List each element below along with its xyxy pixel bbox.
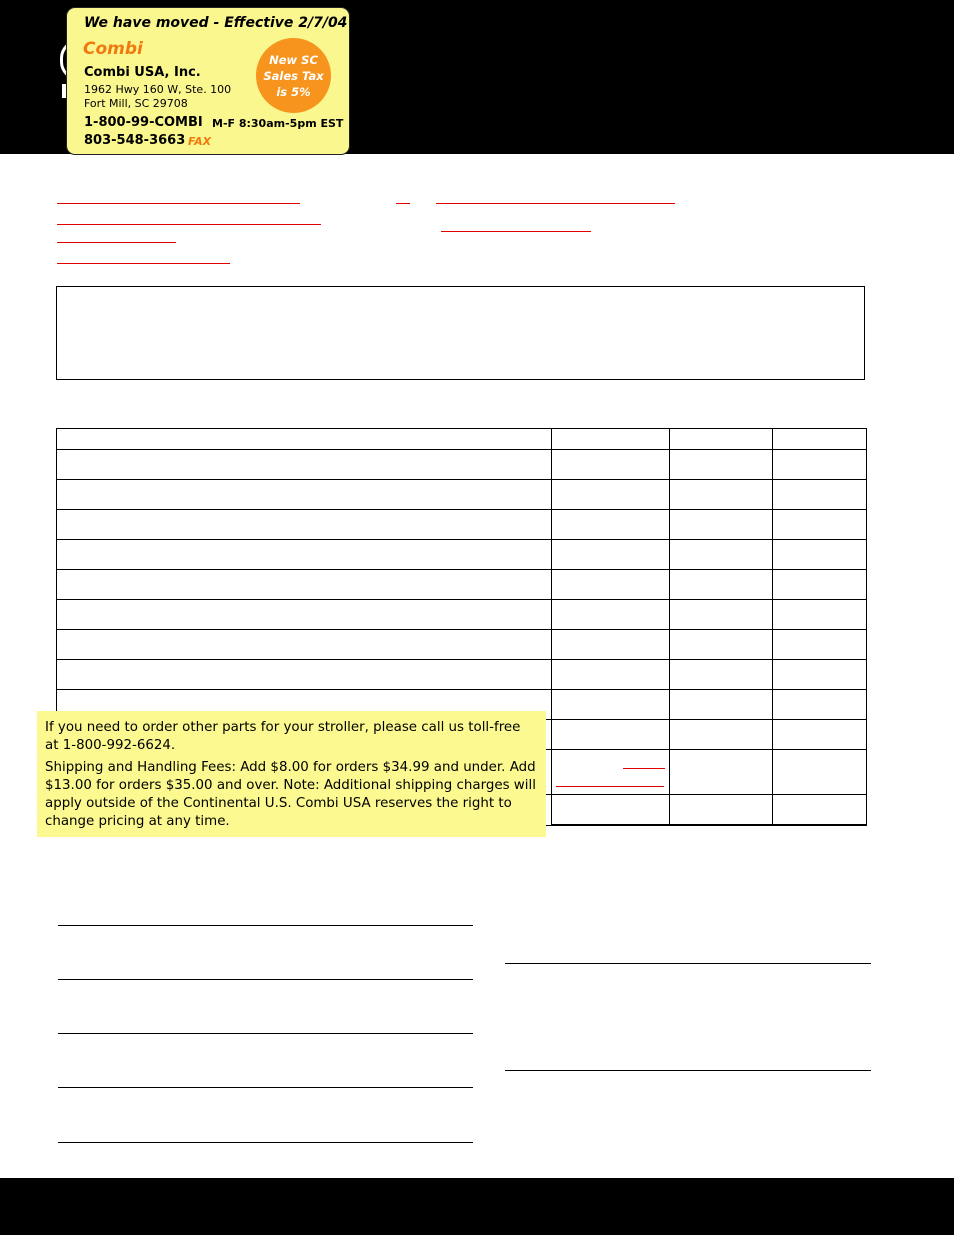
table-row[interactable] (57, 450, 867, 480)
form-line[interactable] (505, 1070, 871, 1071)
table-cell[interactable] (773, 795, 867, 826)
table-row[interactable] (57, 510, 867, 540)
table-cell[interactable] (670, 630, 773, 660)
table-cell[interactable] (552, 570, 670, 600)
form-field-line[interactable] (57, 242, 176, 243)
table-cell[interactable] (552, 510, 670, 540)
table-row[interactable] (57, 600, 867, 630)
form-field-line[interactable] (436, 203, 675, 204)
table-cell[interactable] (773, 720, 867, 750)
table-cell[interactable] (773, 570, 867, 600)
table-cell[interactable] (773, 750, 867, 795)
combi-logo: Combi (83, 39, 143, 59)
table-cell[interactable] (773, 450, 867, 480)
header-cell (773, 429, 867, 450)
table-cell[interactable] (552, 480, 670, 510)
company-name: Combi USA, Inc. (84, 65, 201, 80)
table-cell[interactable] (552, 720, 670, 750)
table-cell[interactable] (773, 540, 867, 570)
table-cell[interactable] (670, 795, 773, 826)
table-row[interactable] (57, 630, 867, 660)
table-row[interactable] (57, 660, 867, 690)
fax-number: 803-548-3663 (84, 133, 186, 148)
table-cell[interactable] (670, 660, 773, 690)
header-cell (670, 429, 773, 450)
table-cell[interactable] (773, 630, 867, 660)
table-cell[interactable] (670, 720, 773, 750)
fax-label: FAX (188, 135, 212, 148)
form-field-line[interactable] (57, 203, 300, 204)
table-cell[interactable] (552, 630, 670, 660)
table-cell[interactable] (57, 600, 552, 630)
form-line[interactable] (58, 1087, 473, 1088)
table-row[interactable] (57, 570, 867, 600)
table-cell[interactable] (552, 660, 670, 690)
table-cell[interactable] (552, 540, 670, 570)
moved-notice (66, 7, 350, 155)
table-cell[interactable] (670, 600, 773, 630)
table-row[interactable] (57, 480, 867, 510)
form-line[interactable] (58, 925, 473, 926)
table-cell[interactable] (670, 750, 773, 795)
table-cell[interactable] (670, 540, 773, 570)
table-cell[interactable] (552, 690, 670, 720)
table-cell[interactable] (773, 600, 867, 630)
table-cell[interactable] (670, 480, 773, 510)
table-cell[interactable] (773, 510, 867, 540)
form-field-line[interactable] (57, 263, 230, 264)
table-cell[interactable] (773, 660, 867, 690)
phone-number: 1-800-99-COMBI (84, 115, 203, 130)
table-cell[interactable] (773, 480, 867, 510)
table-cell[interactable] (670, 570, 773, 600)
table-cell[interactable] (773, 690, 867, 720)
form-field-line[interactable] (441, 231, 591, 232)
form-field-line[interactable] (57, 224, 321, 225)
form-line[interactable] (58, 1033, 473, 1034)
address-line-2: Fort Mill, SC 29708 (84, 97, 188, 110)
shipping-info-box (37, 711, 546, 837)
form-line[interactable] (58, 1142, 473, 1143)
footer-band (0, 1178, 954, 1235)
notice-title: We have moved - Effective 2/7/04 (84, 15, 348, 31)
table-cell[interactable] (57, 510, 552, 540)
table-cell[interactable] (552, 450, 670, 480)
table-cell[interactable] (57, 660, 552, 690)
header-cell (552, 429, 670, 450)
table-cell[interactable] (57, 480, 552, 510)
table-cell[interactable] (670, 690, 773, 720)
table-cell[interactable] (57, 450, 552, 480)
address-line-1: 1962 Hwy 160 W, Ste. 100 (84, 83, 232, 96)
shipping-cell[interactable] (552, 750, 670, 795)
form-line[interactable] (58, 979, 473, 980)
comments-box[interactable] (56, 286, 865, 380)
header-cell (57, 429, 552, 450)
sales-tax-badge: New SC Sales Tax is 5% (256, 38, 331, 113)
table-cell[interactable] (57, 630, 552, 660)
business-hours: M-F 8:30am-5pm EST (212, 117, 344, 130)
shipping-field-line[interactable] (556, 786, 664, 787)
shipping-field-line[interactable] (623, 768, 665, 769)
table-cell[interactable] (552, 795, 670, 826)
table-cell[interactable] (57, 570, 552, 600)
table-header-row (57, 429, 867, 450)
table-cell[interactable] (670, 450, 773, 480)
parts-order-note: If you need to order other parts for your stroller, please call us toll-free at 1-800-992-6624. (45, 720, 521, 753)
table-row[interactable] (57, 540, 867, 570)
table-cell[interactable] (670, 510, 773, 540)
shipping-fees-note: Shipping and Handling Fees: Add $8.00 for orders $34.99 and under. Add $13.00 for orders $35.00 and over. Note: Additional shipping charges will apply outside of the Continental U.S. Combi USA reserves the right to change pricing at any time. (45, 760, 536, 829)
form-field-line[interactable] (396, 203, 410, 204)
form-line[interactable] (505, 963, 871, 964)
table-cell[interactable] (57, 540, 552, 570)
table-cell[interactable] (552, 600, 670, 630)
